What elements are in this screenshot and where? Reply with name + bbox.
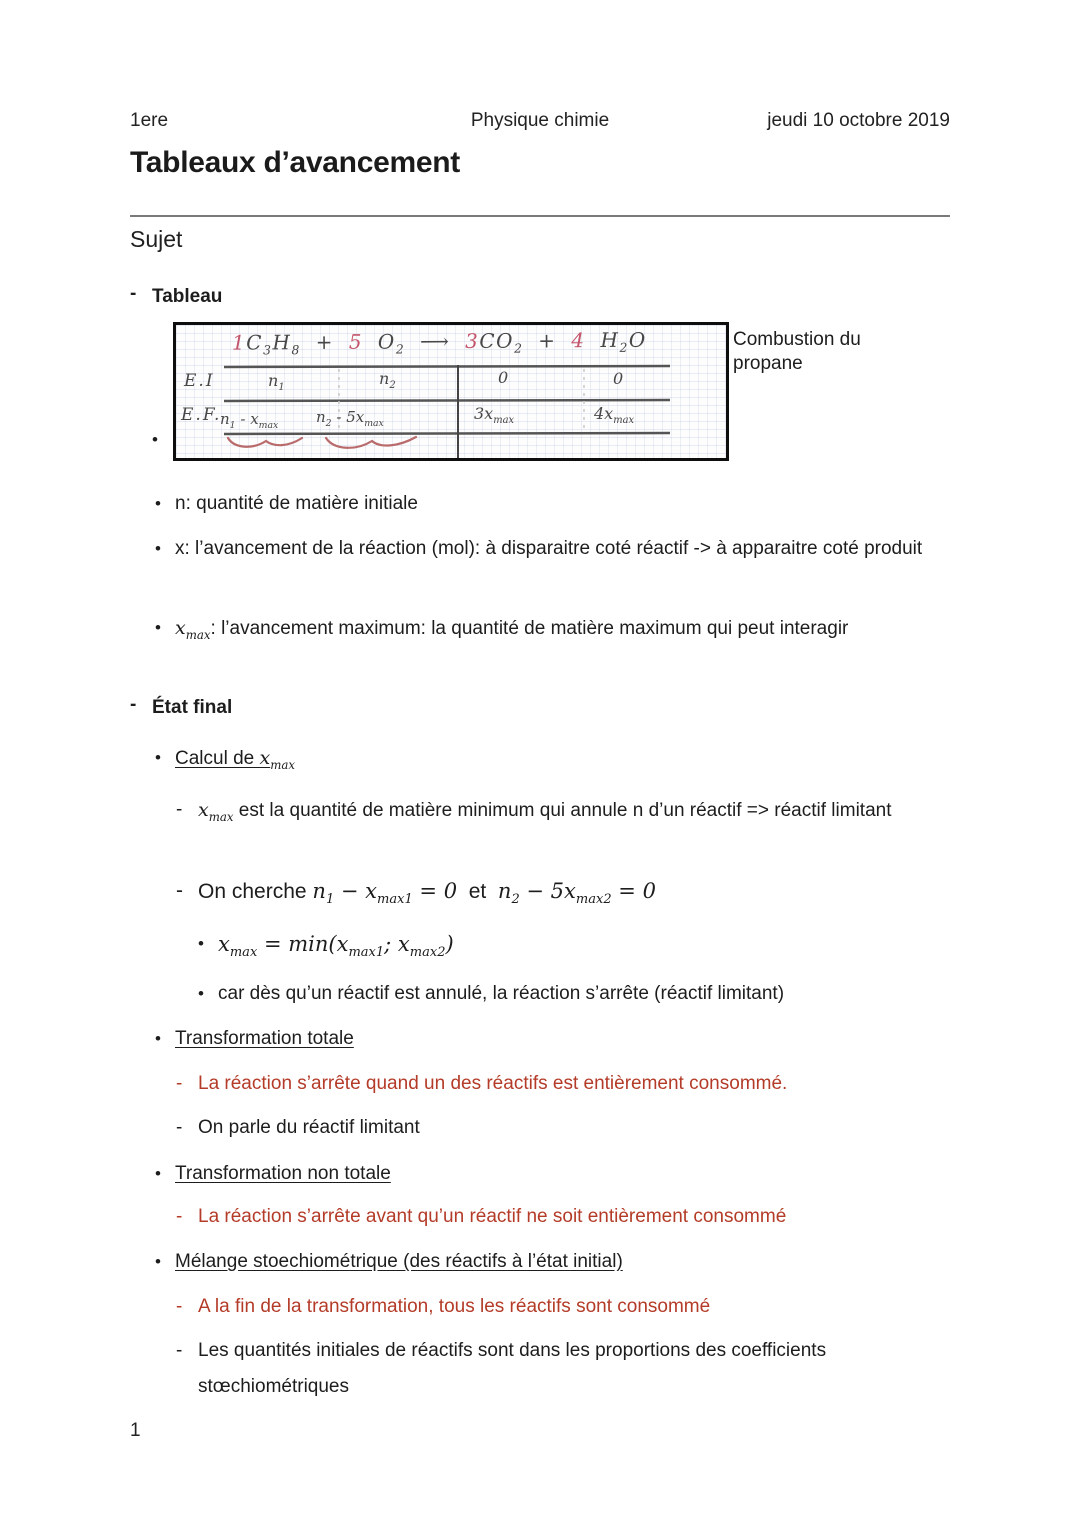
definition-x: • x: l’avancement de la réaction (mol): à disparaitre coté réactif -> à apparaitre coté produit [175,531,955,567]
line-totale-arrete: - La réaction s’arrête quand un des réactifs est entièrement consommé. [198,1066,958,1102]
line-on-cherche: - On cherche $n_1 - x_{max1} = 0$ et $n_2 - 5x_{max2} = 0$ [198,873,958,910]
section-heading-sujet: Sujet [130,226,183,252]
heading-melange-stoechiometrique-text: Mélange stoechiométrique (des réactifs à l’état initial) [175,1251,623,1272]
row-label-initial-state: E.I [184,371,215,391]
line-reactif-limitant-note: • car dès qu’un réactif est annulé, la réaction s’arrête (réactif limitant) [218,976,963,1012]
heading-transformation-totale-text: Transformation totale [175,1028,354,1049]
heading-etat-final: - État final [152,690,232,726]
row-label-final-state: E.F. [181,405,222,425]
header-date: jeudi 10 octobre 2019 [767,110,950,131]
definition-n: • n: quantité de matière initiale [175,486,955,522]
line-xmax-minimum: - $x_{max}$ est la quantité de matière minimum qui annule n d’un réactif => réactif limitant [198,792,943,829]
red-underline-squiggle [228,438,302,447]
header-subject: Physique chimie [470,110,610,131]
line-xmax-min-formula: • $x_{max} = \min(x_{max1}$; $x_{max2}$) [218,926,958,963]
line-reactif-limitant: - On parle du réactif limitant [198,1110,958,1146]
table-list-bullet: • [152,430,158,449]
document-title: Tableaux d’avancement [130,146,460,179]
line-non-totale-arrete: - La réaction s’arrête avant qu’un réactif ne soit entièrement consommé [198,1199,958,1235]
line-stoech-fin: - A la fin de la transformation, tous les réactifs sont consommé [198,1289,958,1325]
line-stoech-proportions: - Les quantités initiales de réactifs sont dans les proportions des coefficients stœchiométriques [198,1333,943,1405]
red-underline-squiggle [326,437,416,448]
definition-xmax: • $x_{max}$: l’avancement maximum: la quantité de matière maximum qui peut interagir [175,610,915,647]
cell-ei-h2o: 0 [613,369,624,388]
cell-ef-oxygen: $n_2 - 5x_{max}$ [316,408,384,429]
heading-melange-stoechiometrique [175,1244,623,1280]
page-number: 1 [130,1420,141,1441]
cell-ei-oxygen: $n_2$ [379,369,396,392]
cell-ei-co2: 0 [498,368,509,387]
heading-calcul-xmax-text: Calcul de $x_{max}$ [175,747,296,772]
reaction-equation: $1C_3H_8 + 5$ $O_2$ ⟶ $3CO_2 + 4$ $H_2O$ [231,327,647,358]
cell-ef-h2o: $4x_{max}$ [594,404,635,427]
header-course-level: 1ere [130,110,169,131]
cell-ef-propane: $n_1 - x_{max}$ [220,410,279,431]
page-header [130,110,950,132]
advancement-table-image [173,322,729,461]
heading-calcul-xmax [175,740,295,777]
heading-transformation-non-totale-text: Transformation non totale [175,1163,391,1184]
heading-transformation-totale [175,1021,354,1057]
table-caption: Combustion du propane [733,329,861,374]
horizontal-rule [130,215,950,217]
cell-ef-co2: $3x_{max}$ [474,404,515,427]
cell-ei-propane: $n_1$ [268,371,285,394]
heading-tableau: - Tableau [152,279,222,315]
heading-transformation-non-totale [175,1156,391,1192]
